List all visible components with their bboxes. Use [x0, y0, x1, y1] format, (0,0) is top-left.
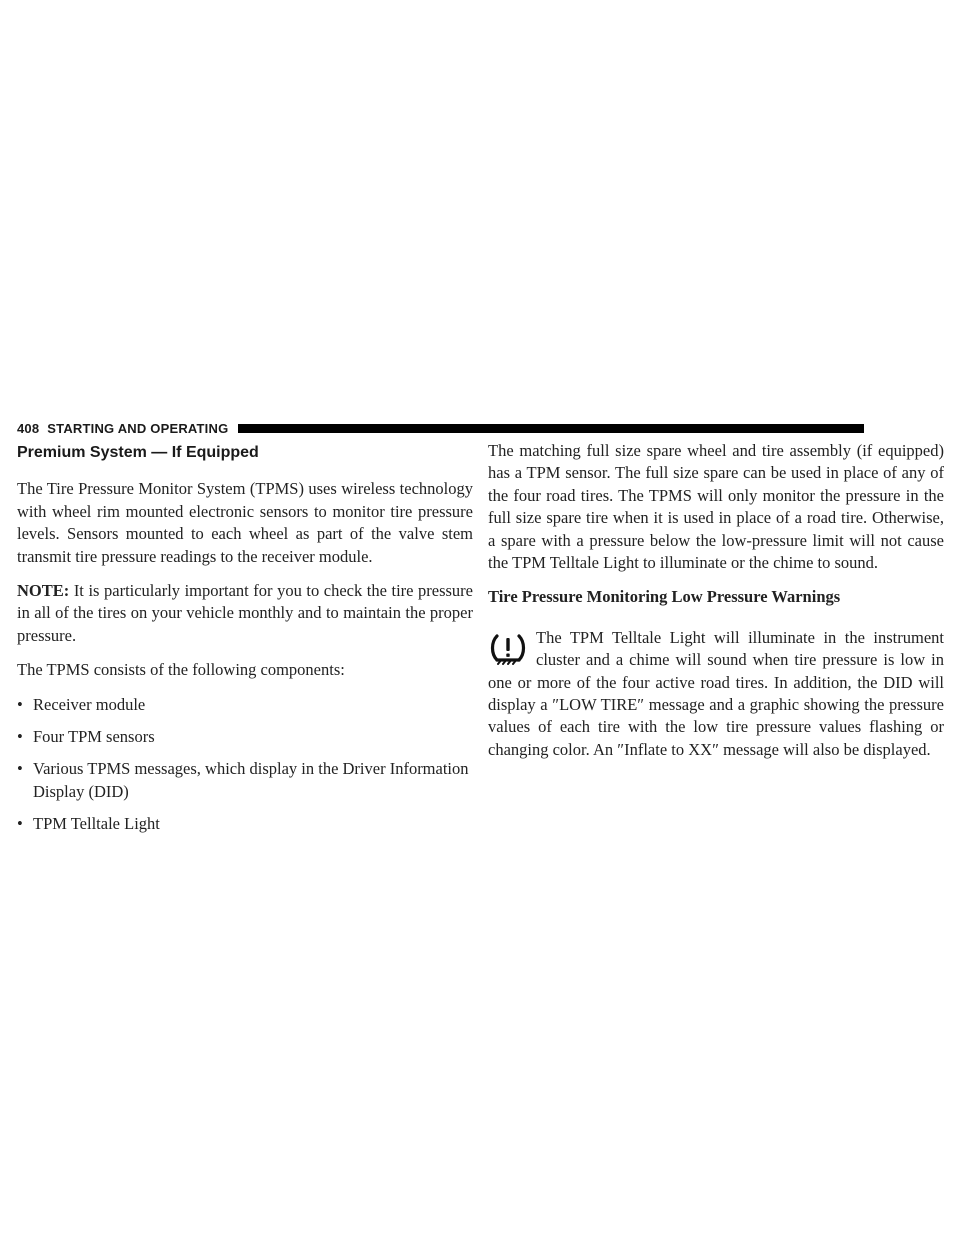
bullet-icon: •: [17, 694, 23, 714]
section-heading: Premium System — If Equipped: [17, 444, 259, 461]
list-item: [17, 758, 473, 803]
bullet-icon: •: [17, 814, 23, 834]
warning-paragraph-text: The TPM Telltale Light will illuminate in the instrument cluster and a chime will sound when tire pressure is low in one or more of the four active road tires. In addition, the DID will display a ″LOW TIRE″ message and a graphic showing the pressure values of each tire with the low tire pressure values flashing or changing color. An ″Inflate to XX″ message will also be displayed.: [488, 627, 944, 759]
note-label: NOTE:: [17, 581, 70, 601]
intro-paragraph: The Tire Pressure Monitor System (TPMS) uses wireless technology with wheel rim mounted electronic sensors to monitor tire pressure levels. Sensors mounted to each wheel as part of the valve stem transmit tire pressure readings to the receiver module.: [17, 479, 473, 566]
section-title: STARTING AND OPERATING: [47, 420, 229, 436]
list-item-text: Various TPMS messages, which display in the Driver Information Display (DID): [33, 759, 469, 801]
list-item: [17, 813, 473, 835]
note-paragraph: [17, 580, 473, 647]
list-item-text: Receiver module: [33, 694, 146, 714]
bullet-icon: •: [17, 759, 23, 779]
warning-paragraph: [488, 627, 944, 761]
right-column: [488, 440, 944, 773]
components-list: [17, 694, 473, 836]
header-rule: [238, 424, 864, 433]
list-item-text: TPM Telltale Light: [33, 814, 160, 834]
list-item: [17, 694, 473, 716]
warnings-heading: Tire Pressure Monitoring Low Pressure Warnings: [488, 587, 841, 607]
bullet-icon: •: [17, 727, 23, 747]
page-header: [17, 420, 864, 436]
list-item-text: Four TPM sensors: [33, 727, 155, 747]
list-item: [17, 726, 473, 748]
components-intro: The TPMS consists of the following components:: [17, 660, 345, 680]
left-column: [17, 440, 473, 846]
page-number: 408: [17, 420, 40, 436]
spare-paragraph: The matching full size spare wheel and tire assembly (if equipped) has a TPM sensor. The full size spare can be used in place of any of the four road tires. The TPMS will only monitor the pressure in the full size spare tire when it is used in place of a road tire. Otherwise, a spare with a pressure below the low-pressure limit will not cause the TPM Telltale Light to illuminate or the chime to sound.: [488, 441, 944, 573]
note-text: It is particularly important for you to check the tire pressure in all of the tires on your vehicle monthly and to maintain the proper pressure.: [17, 581, 473, 645]
tire-pressure-warning-icon: [488, 633, 528, 667]
